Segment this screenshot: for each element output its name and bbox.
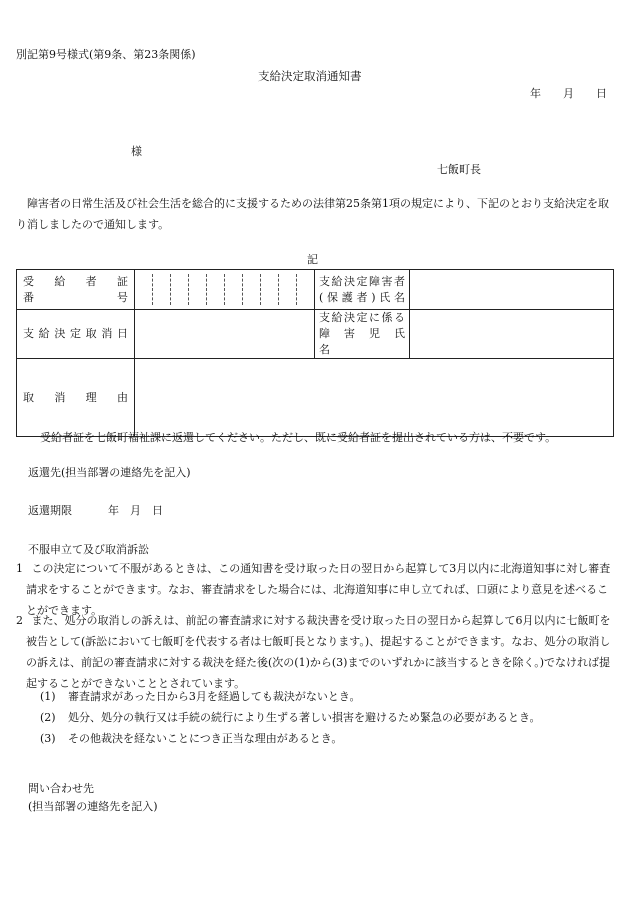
recipient-number-cells	[135, 270, 315, 310]
addressee-suffix: 様	[131, 145, 142, 158]
inquiry-detail: (担当部署の連絡先を記入)	[28, 800, 158, 813]
return-deadline-date: 年 月 日	[108, 504, 163, 517]
child-name-label: 支給決定に係る 障 害 児 氏 名	[315, 310, 410, 359]
appeal-item-2: 2 また、処分の取消しの訴えは、前記の審査請求に対する裁決書を受け取った日の翌日から起算して6月以内に七飯町を被告として(訴訟において七飯町を代表する者は七飯町長となります。)、提起することができます。なお、処分の取消しの訴えは、前記の審査請求に対する裁決を経た後(次の(1)から(3)までのいずれかに該当するときを除く。)でなければ提起することができないこととされています。	[16, 614, 611, 690]
sender-name: 七飯町長	[437, 163, 481, 176]
cancel-date-value	[135, 310, 315, 359]
cancel-reason-value	[135, 359, 614, 437]
child-name-value	[410, 310, 614, 359]
return-note: 受給者証を七飯町福祉課に返還してください。ただし、既に受給者証を提出されている方は、不要です。	[40, 431, 557, 444]
cancel-reason-label: 取 消 理 由	[17, 359, 135, 437]
recipient-name-label: 支給決定障害者 (保護者)氏名	[315, 270, 410, 310]
return-deadline-label: 返還期限	[28, 504, 72, 517]
appeal-heading: 不服申立て及び取消訴訟	[28, 543, 149, 556]
inquiry-heading: 問い合わせ先	[28, 782, 94, 795]
appeal-sub-item-3: (3) その他裁決を経ないことにつき正当な理由があるとき。	[40, 732, 343, 745]
intro-text: 障害者の日常生活及び社会生活を総合的に支援するための法律第25条第1項の規定により、下記のとおり支給決定を取り消しましたので通知します。	[16, 197, 609, 231]
appeal-item-1: 1 この決定について不服があるときは、この通知書を受け取った日の翌日から起算して3月以内に北海道知事に対し審査請求をすることができます。なお、審査請求をした場合には、北海道知事に申し立てれば、口頭により意見を述べることができます。	[16, 562, 611, 617]
recipient-number-label: 受 給 者 証 番 号	[17, 270, 135, 310]
recipient-name-value	[410, 270, 614, 310]
appeal-sub-item-1: (1) 審査請求があった日から3月を経過しても裁決がないとき。	[40, 690, 361, 703]
cancellation-table	[16, 269, 614, 437]
date-line: 年 月 日	[530, 87, 607, 100]
document-title: 支給決定取消通知書	[258, 69, 362, 83]
ki-heading: 記	[307, 253, 318, 266]
return-destination: 返還先(担当部署の連絡先を記入)	[28, 466, 191, 479]
cancel-date-label: 支給決定取消日	[17, 310, 135, 359]
form-number: 別記第9号様式(第9条、第23条関係)	[16, 48, 196, 61]
appeal-sub-item-2: (2) 処分、処分の執行又は手続の続行により生ずる著しい損害を避けるため緊急の必要があるとき。	[40, 711, 541, 724]
